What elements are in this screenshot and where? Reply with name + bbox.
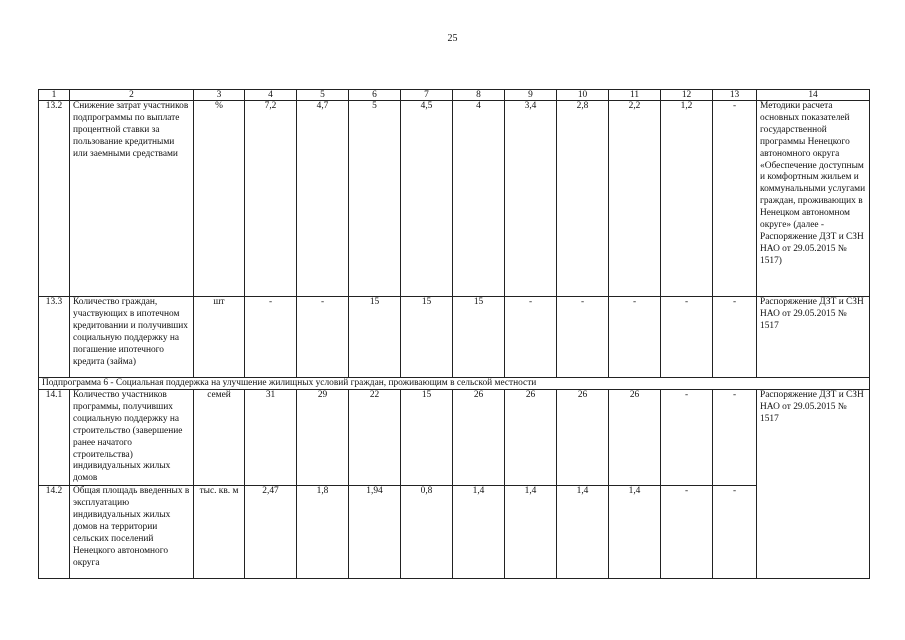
unit-cell: шт (194, 297, 245, 378)
value-cell: 5 (349, 101, 401, 297)
value-cell: - (297, 297, 349, 378)
indicator-name: Количество граждан, участвующих в ипотечном кредитовании и получивших социальную поддержку на погашение ипотечного кредита (займа) (70, 297, 194, 378)
header-cell: 12 (661, 90, 713, 101)
header-cell: 5 (297, 90, 349, 101)
value-cell: - (713, 297, 757, 378)
value-cell: 2,47 (245, 486, 297, 579)
value-cell: 2,8 (557, 101, 609, 297)
source-cell: Распоряжение ДЗТ и СЗН НАО от 29.05.2015 № 1517 (757, 297, 870, 378)
value-cell: - (505, 297, 557, 378)
row-number: 14.1 (39, 390, 70, 486)
indicator-name: Общая площадь введенных в эксплуатацию индивидуальных жилых домов на территории сельских поселений Ненецкого автономного округа (70, 486, 194, 579)
value-cell: 26 (453, 390, 505, 486)
value-cell: 3,4 (505, 101, 557, 297)
header-cell: 14 (757, 90, 870, 101)
value-cell: 1,2 (661, 101, 713, 297)
row-number: 13.2 (39, 101, 70, 297)
unit-cell: тыс. кв. м (194, 486, 245, 579)
header-cell: 10 (557, 90, 609, 101)
unit-cell: семей (194, 390, 245, 486)
value-cell: 22 (349, 390, 401, 486)
value-cell: 15 (349, 297, 401, 378)
header-cell: 1 (39, 90, 70, 101)
header-cell: 2 (70, 90, 194, 101)
value-cell: 15 (453, 297, 505, 378)
value-cell: - (713, 390, 757, 486)
value-cell: - (245, 297, 297, 378)
value-cell: 1,94 (349, 486, 401, 579)
value-cell: 4,5 (401, 101, 453, 297)
value-cell: - (661, 390, 713, 486)
value-cell: 1,4 (557, 486, 609, 579)
value-cell: 26 (609, 390, 661, 486)
value-cell: 4 (453, 101, 505, 297)
value-cell: - (557, 297, 609, 378)
table-row (39, 101, 870, 297)
header-cell: 7 (401, 90, 453, 101)
value-cell: - (713, 101, 757, 297)
value-cell: 4,7 (297, 101, 349, 297)
table-row (39, 390, 870, 486)
row-number: 13.3 (39, 297, 70, 378)
value-cell: - (713, 486, 757, 579)
indicator-name: Снижение затрат участников подпрограммы по выплате процентной ставки за пользование кредитными или заемными средствами (70, 101, 194, 297)
page-number: 25 (447, 33, 458, 44)
header-cell: 6 (349, 90, 401, 101)
unit-cell: % (194, 101, 245, 297)
value-cell: 1,8 (297, 486, 349, 579)
indicators-table (38, 89, 870, 579)
value-cell: 15 (401, 297, 453, 378)
value-cell: - (609, 297, 661, 378)
header-cell: 11 (609, 90, 661, 101)
value-cell: 1,4 (609, 486, 661, 579)
subprogram-title: Подпрограмма 6 - Социальная поддержка на улучшение жилищных условий граждан, проживающим в сельской местности (39, 378, 870, 390)
value-cell: 29 (297, 390, 349, 486)
header-cell: 4 (245, 90, 297, 101)
value-cell: 15 (401, 390, 453, 486)
header-cell: 9 (505, 90, 557, 101)
header-cell: 3 (194, 90, 245, 101)
row-number: 14.2 (39, 486, 70, 579)
value-cell: 0,8 (401, 486, 453, 579)
value-cell: - (661, 486, 713, 579)
header-cell: 13 (713, 90, 757, 101)
value-cell: 26 (557, 390, 609, 486)
value-cell: 1,4 (453, 486, 505, 579)
source-cell: Методики расчета основных показателей государственной программы Ненецкого автономного округа «Обеспечение доступным и комфортным жильем и коммунальными услугами граждан, проживающих в Ненецком автономном округе» (далее - Распоряжение ДЗТ и СЗН НАО от 29.05.2015 № 1517) (757, 101, 870, 297)
source-cell: Распоряжение ДЗТ и СЗН НАО от 29.05.2015 № 1517 (757, 390, 870, 579)
header-row (39, 90, 870, 101)
value-cell: 2,2 (609, 101, 661, 297)
value-cell: 26 (505, 390, 557, 486)
table-row (39, 486, 870, 579)
header-cell: 8 (453, 90, 505, 101)
indicator-name: Количество участников программы, получивших социальную поддержку на строительство (завершение ранее начатого строительства) индивидуальных жилых домов (70, 390, 194, 486)
subprogram-row (39, 378, 870, 390)
table-row (39, 297, 870, 378)
value-cell: 7,2 (245, 101, 297, 297)
value-cell: - (661, 297, 713, 378)
value-cell: 1,4 (505, 486, 557, 579)
value-cell: 31 (245, 390, 297, 486)
